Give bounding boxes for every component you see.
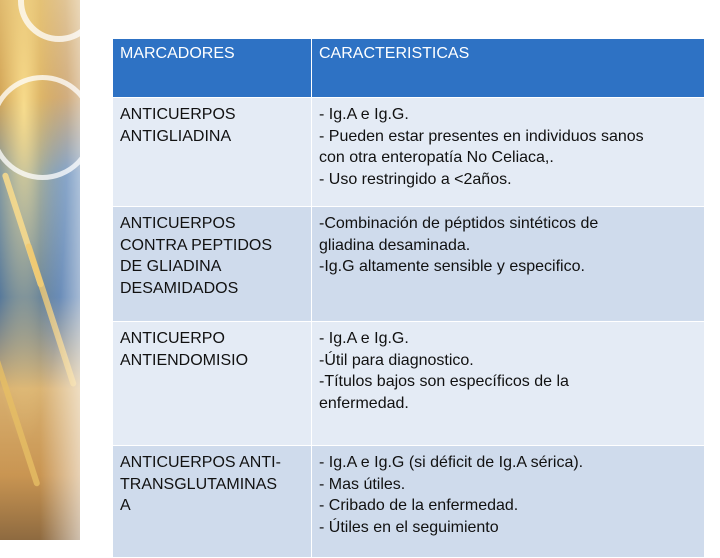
table-header-row bbox=[113, 39, 705, 98]
features-cell: - Ig.A e Ig.G (si déficit de Ig.A sérica). - Mas útiles. - Cribado de la enfermedad. - Útiles en el seguimiento bbox=[312, 446, 705, 558]
header-markers: MARCADORES bbox=[113, 39, 312, 98]
features-cell: - Ig.A e Ig.G. -Útil para diagnostico. -Títulos bajos son específicos de la enfermedad. bbox=[312, 322, 705, 446]
table-row bbox=[113, 207, 705, 322]
table-row bbox=[113, 322, 705, 446]
background-fade bbox=[40, 0, 110, 540]
features-cell: -Combinación de péptidos sintéticos de gliadina desaminada. -Ig.G altamente sensible y especifico. bbox=[312, 207, 705, 322]
marker-cell: ANTICUERPOS CONTRA PEPTIDOS DE GLIADINA DESAMIDADOS bbox=[113, 207, 312, 322]
marker-cell: ANTICUERPO ANTIENDOMISIO bbox=[113, 322, 312, 446]
header-characteristics: CARACTERISTICAS bbox=[312, 39, 705, 98]
wheat-stalk bbox=[0, 333, 41, 487]
table-row bbox=[113, 98, 705, 207]
features-cell: - Ig.A e Ig.G. - Pueden estar presentes en individuos sanos con otra enteropatía No Celiaca,. - Uso restringido a <2años. bbox=[312, 98, 705, 207]
markers-table bbox=[112, 38, 705, 558]
table-row bbox=[113, 446, 705, 558]
marker-cell: ANTICUERPOS ANTI- TRANSGLUTAMINAS A bbox=[113, 446, 312, 558]
marker-cell: ANTICUERPOS ANTIGLIADINA bbox=[113, 98, 312, 207]
